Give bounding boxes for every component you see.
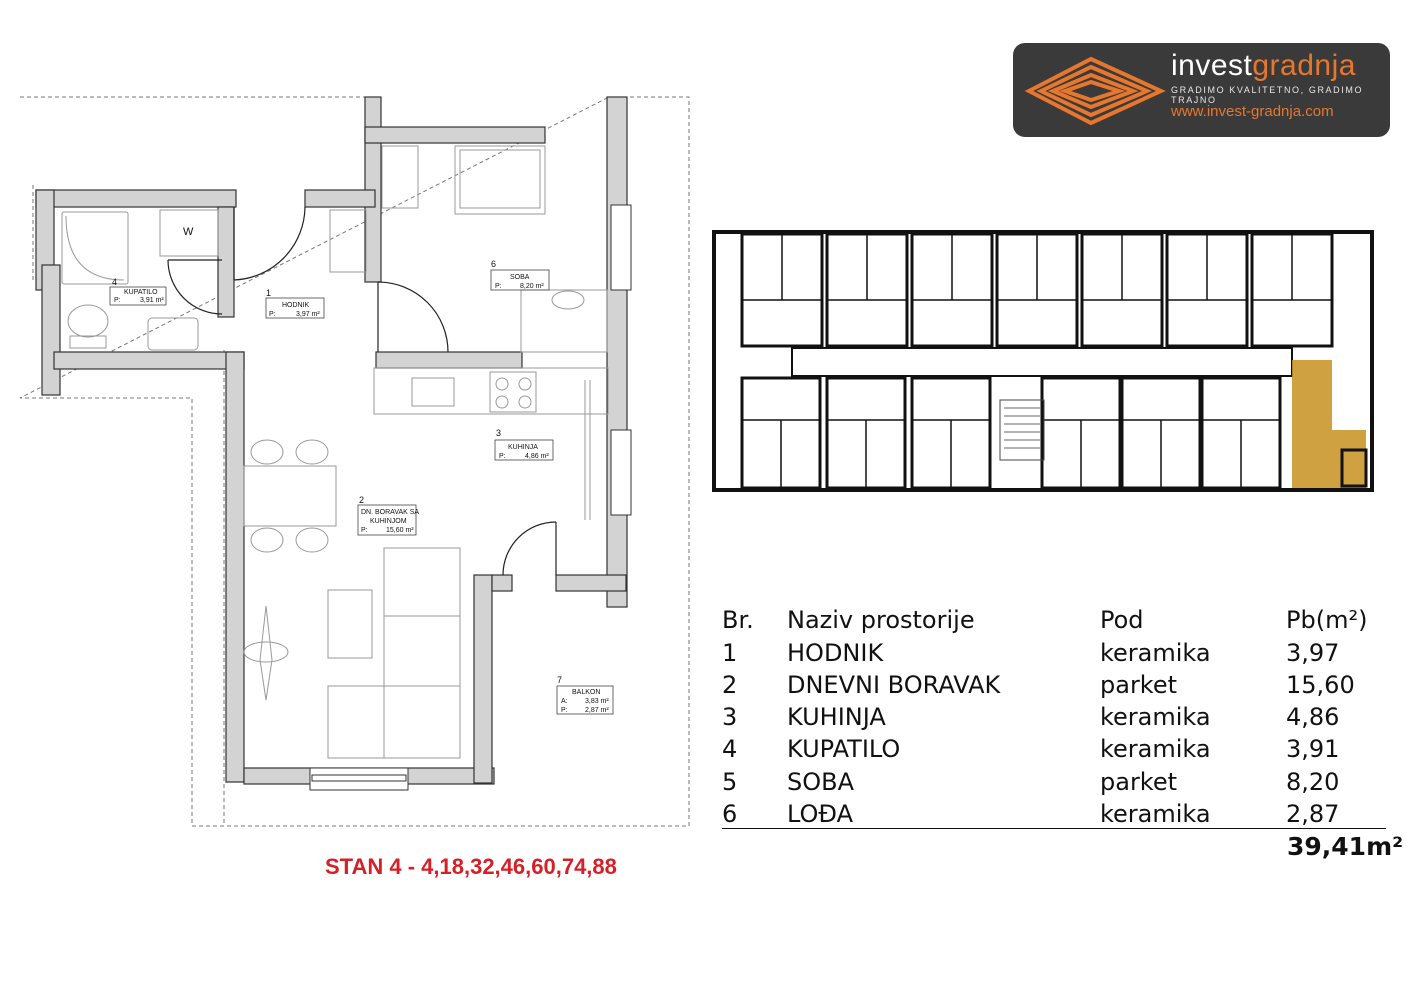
svg-text:P:: P: [269, 311, 276, 318]
svg-text:KUHINJOM: KUHINJOM [370, 518, 407, 525]
company-logo [1013, 43, 1390, 137]
header-area: Pb(m²) [1286, 606, 1368, 635]
svg-text:15,60 m²: 15,60 m² [386, 527, 414, 534]
brand-name-part2: gradnja [1252, 49, 1356, 82]
room-area-table [722, 602, 1386, 829]
table-row [722, 796, 1386, 829]
svg-text:2,87 m²: 2,87 m² [585, 707, 609, 714]
svg-text:2: 2 [359, 495, 365, 505]
building-key-plan [712, 230, 1374, 492]
fixtures [62, 146, 608, 758]
cell-name: KUHINJA [787, 703, 886, 732]
svg-text:3: 3 [496, 428, 502, 438]
table-row [722, 634, 1386, 666]
svg-text:SOBA: SOBA [510, 274, 530, 281]
cell-area: 15,60 [1286, 670, 1355, 699]
cell-name: DNEVNI BORAVAK [787, 670, 1001, 699]
cell-nr: 3 [722, 703, 738, 732]
svg-text:3,91 m²: 3,91 m² [140, 297, 164, 304]
svg-text:3,97 m²: 3,97 m² [296, 311, 320, 318]
svg-text:3,83 m²: 3,83 m² [585, 698, 609, 705]
svg-text:BALKON: BALKON [572, 689, 601, 696]
apartment-floor-plan [0, 0, 700, 840]
cell-nr: 4 [722, 735, 738, 764]
table-header-row [722, 602, 1386, 634]
svg-text:A:: A: [561, 698, 568, 705]
cell-name: LOĐA [787, 796, 1100, 829]
brand-name-part1: invest [1171, 49, 1253, 82]
washer-label: W [183, 226, 194, 238]
cell-area: 3,91 [1286, 735, 1340, 764]
logo-rays-graphic [1021, 51, 1166, 131]
cell-nr: 5 [722, 767, 738, 796]
header-nr: Br. [722, 606, 754, 635]
table-row [722, 763, 1386, 795]
total-area: 39,41m² [1287, 832, 1404, 861]
cell-area: 8,20 [1286, 767, 1340, 796]
svg-text:KUPATILO: KUPATILO [124, 289, 158, 296]
svg-text:6: 6 [491, 259, 497, 269]
brand-tagline: GRADIMO KVALITETNO, GRADIMO TRAJNO [1171, 85, 1364, 105]
svg-text:KUHINJA: KUHINJA [508, 444, 538, 451]
cell-area: 3,97 [1286, 638, 1340, 667]
svg-text:8,20 m²: 8,20 m² [520, 283, 544, 290]
svg-text:DN. BORAVAK SA: DN. BORAVAK SA [361, 509, 420, 516]
brand-name [1171, 49, 1356, 83]
svg-text:P:: P: [561, 707, 568, 714]
svg-text:P:: P: [499, 453, 506, 460]
room-label-hodnik [266, 288, 324, 318]
svg-text:HODNIK: HODNIK [282, 302, 310, 309]
svg-text:4: 4 [112, 277, 118, 287]
cell-area: 2,87 [1286, 796, 1386, 829]
table-row [722, 731, 1386, 763]
room-label-kuhinja [495, 428, 553, 460]
cell-area: 4,86 [1286, 703, 1340, 732]
cell-floor: keramika [1100, 638, 1211, 667]
key-plan-corridor [792, 348, 1292, 376]
cell-floor: keramika [1100, 735, 1211, 764]
table-row [722, 699, 1386, 731]
cell-nr: 1 [722, 638, 738, 667]
svg-text:7: 7 [557, 675, 563, 685]
svg-text:P:: P: [495, 283, 502, 290]
cell-floor: parket [1100, 670, 1178, 699]
room-label-balkon [557, 675, 613, 714]
cell-nr: 2 [722, 670, 738, 699]
room-label-kupatilo [110, 277, 166, 305]
table-row [722, 667, 1386, 699]
svg-text:P:: P: [114, 297, 121, 304]
room-label-boravak [358, 495, 419, 535]
header-name: Naziv prostorije [787, 606, 975, 635]
cell-name: HODNIK [787, 638, 884, 667]
apartment-title: STAN 4 - 4,18,32,46,60,74,88 [325, 854, 617, 879]
walls [36, 97, 627, 784]
cell-floor: parket [1100, 767, 1178, 796]
cell-floor: keramika [1100, 703, 1211, 732]
room-label-soba [491, 259, 549, 290]
svg-text:4,86 m²: 4,86 m² [525, 453, 549, 460]
cell-nr: 6 [722, 796, 787, 829]
header-floor: Pod [1100, 606, 1144, 635]
cell-name: KUPATILO [787, 735, 901, 764]
cell-name: SOBA [787, 767, 855, 796]
brand-website[interactable]: www.invest-gradnja.com [1171, 103, 1334, 120]
cell-floor: keramika [1100, 796, 1286, 829]
svg-text:1: 1 [266, 288, 272, 298]
svg-text:P:: P: [361, 527, 368, 534]
